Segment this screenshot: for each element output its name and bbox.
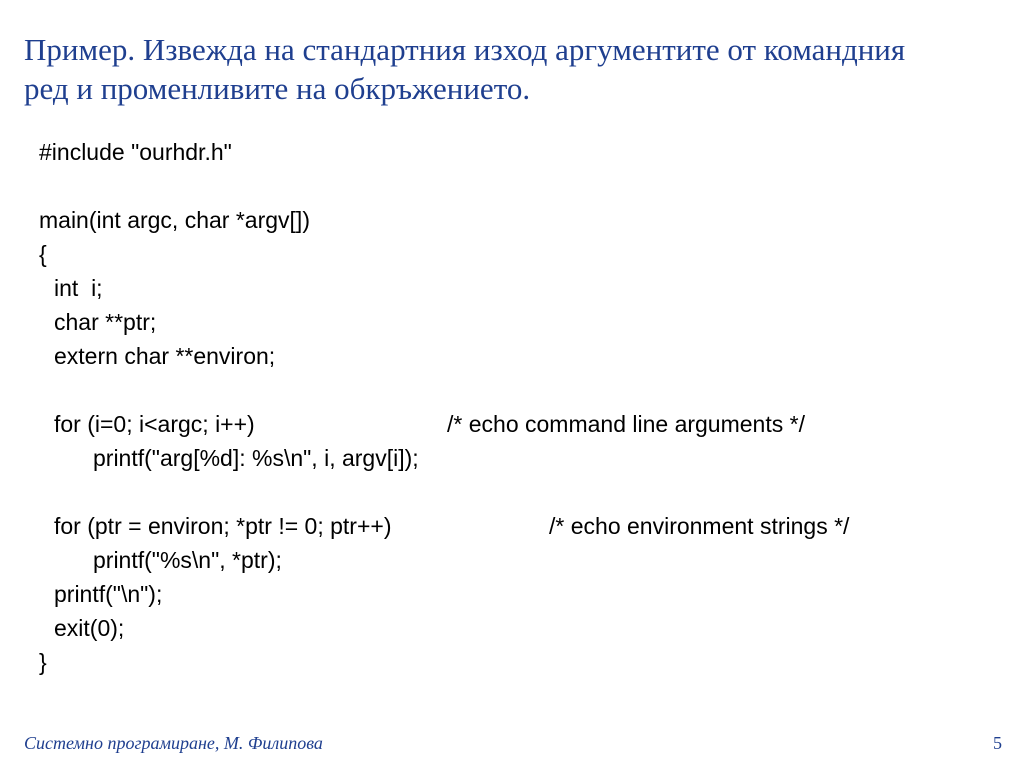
code-line-exit: exit(0); [54, 615, 125, 641]
code-line-printf-newline: printf("\n"); [54, 581, 163, 607]
slide-title-line-1: Пример. Извежда на стандартния изход аргументите от командния [24, 32, 906, 67]
code-line-close-brace: } [39, 649, 47, 675]
code-line-main-signature: main(int argc, char *argv[]) [39, 207, 310, 233]
code-line-for-args: for (i=0; i<argc; i++) [54, 411, 255, 437]
footer-text: Системно програмиране, М. Филипова [24, 733, 323, 753]
code-line-include: #include "ourhdr.h" [39, 139, 232, 165]
code-line-ptr-decl: char **ptr; [54, 309, 157, 335]
code-line-for-environ: for (ptr = environ; *ptr != 0; ptr++) [54, 513, 392, 539]
code-line-int-decl: int i; [54, 275, 103, 301]
code-comment-environ: /* echo environment strings */ [549, 513, 850, 539]
page-number: 5 [993, 733, 1002, 753]
code-comment-args: /* echo command line arguments */ [447, 411, 805, 437]
slide-title-line-2: ред и променливите на обкръжението. [24, 71, 531, 106]
code-line-environ-decl: extern char **environ; [54, 343, 276, 369]
code-line-open-brace: { [39, 241, 47, 267]
code-line-printf-arg: printf("arg[%d]: %s\n", i, argv[i]); [93, 445, 419, 471]
slide-title [24, 30, 1009, 108]
code-line-printf-ptr: printf("%s\n", *ptr); [93, 547, 282, 573]
